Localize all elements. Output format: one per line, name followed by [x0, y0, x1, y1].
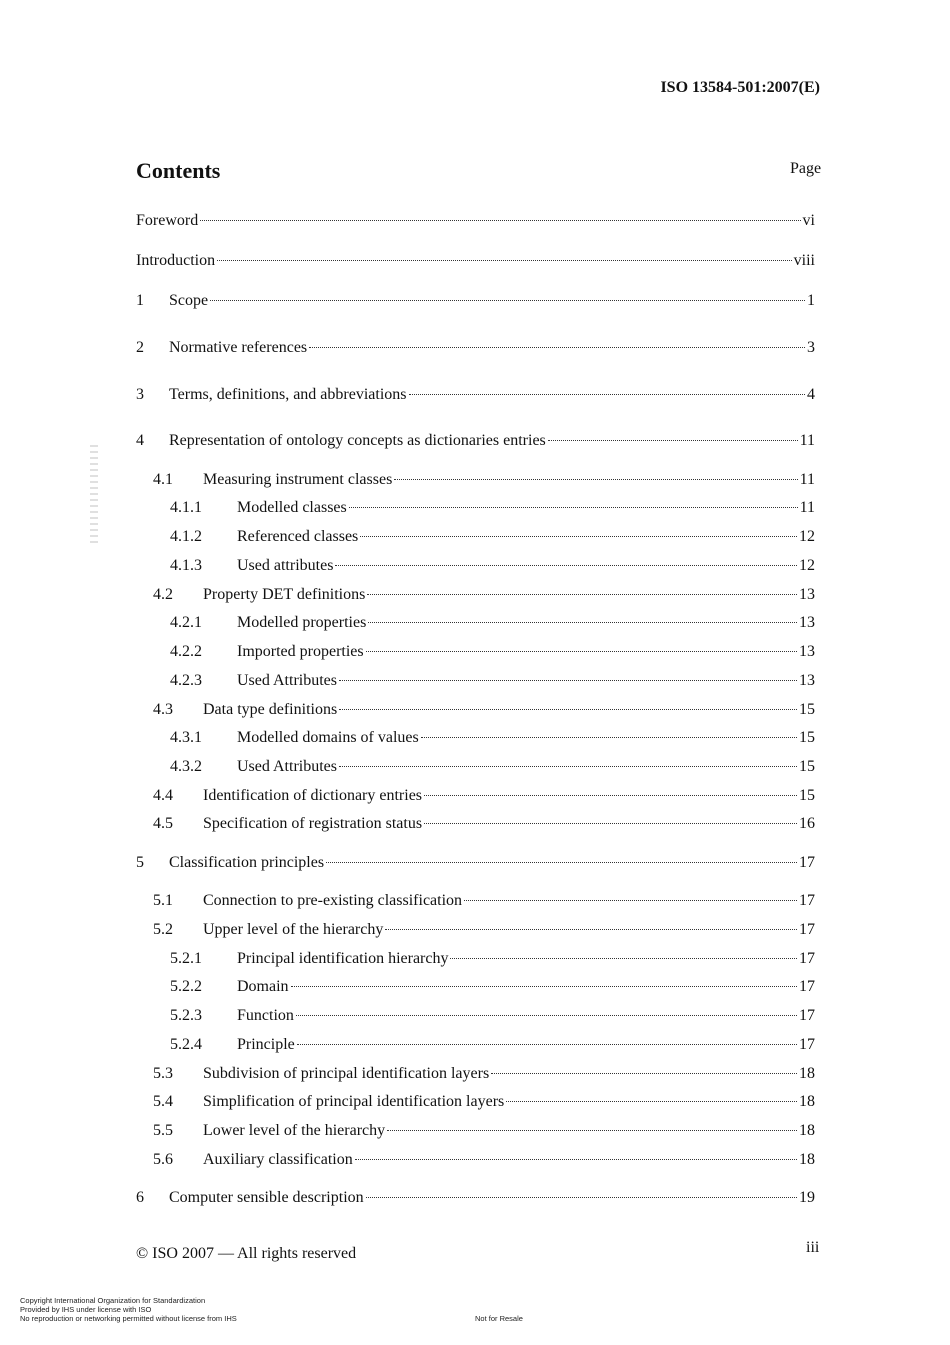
toc-entry[interactable]	[136, 526, 815, 548]
toc-entry-number: 5.2.3	[170, 1007, 202, 1024]
dot-leader	[326, 862, 797, 863]
toc-entry-page: 19	[799, 1189, 815, 1206]
toc-entry-title: Computer sensible description	[169, 1189, 364, 1206]
legal-line: Provided by IHS under license with ISO	[20, 1305, 152, 1314]
toc-entry-number: 4.4	[153, 787, 173, 804]
toc-entry-title: Imported properties	[237, 643, 364, 660]
toc-entry-title: Lower level of the hierarchy	[203, 1122, 386, 1139]
toc-entry-title: Principal identification hierarchy	[237, 950, 449, 967]
toc-entry[interactable]	[136, 497, 815, 519]
toc-entry[interactable]	[136, 699, 815, 721]
toc-entry-page: 16	[799, 815, 815, 832]
toc-entry[interactable]	[136, 337, 815, 359]
toc-entry-page: 13	[799, 614, 815, 631]
toc-entry-page: 15	[799, 787, 815, 804]
toc-entry-page: 11	[799, 471, 815, 488]
dot-leader	[200, 220, 800, 221]
dot-leader	[309, 347, 805, 348]
toc-entry-title: Foreword	[136, 212, 199, 229]
dot-leader	[424, 795, 797, 796]
toc-entry-title: Used Attributes	[237, 758, 337, 775]
dot-leader	[548, 440, 798, 441]
toc-entry[interactable]	[136, 1091, 815, 1113]
toc-entry-page: 11	[799, 499, 815, 516]
toc-entry-number: 4.2.1	[170, 614, 202, 631]
side-watermark	[90, 445, 98, 545]
toc-entry-title: Classification principles	[169, 854, 325, 871]
toc-entry[interactable]	[136, 670, 815, 692]
toc-entry-number: 5.1	[153, 892, 173, 909]
toc-entry[interactable]	[136, 852, 815, 874]
toc-entry-page: 17	[799, 978, 815, 995]
toc-entry-title: Normative references	[169, 339, 308, 356]
toc-entry[interactable]	[136, 384, 815, 406]
toc-entry-page: 17	[799, 950, 815, 967]
dot-leader	[366, 651, 797, 652]
toc-entry[interactable]	[136, 1063, 815, 1085]
toc-entry-number: 2	[136, 339, 144, 356]
toc-entry-number: 5.2.1	[170, 950, 202, 967]
toc-entry-number: 4.1	[153, 471, 173, 488]
toc-entry-number: 4.3.2	[170, 758, 202, 775]
toc-entry-page: viii	[793, 252, 815, 269]
toc-entry-number: 5	[136, 854, 144, 871]
toc-entry-title: Used attributes	[237, 557, 334, 574]
toc-entry-page: 17	[799, 854, 815, 871]
dot-leader	[491, 1073, 797, 1074]
toc-entry-page: 12	[799, 528, 815, 545]
toc-entry[interactable]	[136, 430, 815, 452]
dot-leader	[291, 986, 797, 987]
toc-entry-page: 15	[799, 758, 815, 775]
dot-leader	[297, 1044, 797, 1045]
toc-entry-number: 5.3	[153, 1065, 173, 1082]
dot-leader	[355, 1159, 797, 1160]
toc-entry-title: Property DET definitions	[203, 586, 366, 603]
toc-entry[interactable]	[136, 469, 815, 491]
toc-entry-title: Scope	[169, 292, 209, 309]
toc-entry-number: 4.3.1	[170, 729, 202, 746]
toc-entry-number: 4.2	[153, 586, 173, 603]
toc-entry[interactable]	[136, 1149, 815, 1171]
toc-entry-page: 15	[799, 701, 815, 718]
toc-entry[interactable]	[136, 919, 815, 941]
toc-entry-page: 11	[799, 432, 815, 449]
toc-entry-title: Function	[237, 1007, 294, 1024]
toc-entry[interactable]	[136, 756, 815, 778]
toc-entry[interactable]	[136, 976, 815, 998]
toc-entry-page: 18	[799, 1065, 815, 1082]
toc-entry-number: 4.2.2	[170, 643, 202, 660]
toc-entry-number: 3	[136, 386, 144, 403]
page-number: iii	[806, 1239, 820, 1256]
toc-entry-title: Introduction	[136, 252, 216, 269]
dot-leader	[409, 394, 806, 395]
toc-entry-title: Referenced classes	[237, 528, 359, 545]
toc-entry-number: 5.4	[153, 1093, 173, 1110]
toc-entry-page: 18	[799, 1093, 815, 1110]
toc-entry-page: 1	[807, 292, 815, 309]
toc-entry-page: 12	[799, 557, 815, 574]
toc-entry-title: Specification of registration status	[203, 815, 423, 832]
toc-entry-title: Used Attributes	[237, 672, 337, 689]
toc-entry-number: 4.1.1	[170, 499, 202, 516]
toc-entry-number: 4.3	[153, 701, 173, 718]
toc-entry-title: Simplification of principal identification layers	[203, 1093, 505, 1110]
dot-leader	[339, 709, 797, 710]
legal-line: No reproduction or networking permitted without license from IHS	[20, 1314, 237, 1323]
toc-entry-title: Auxiliary classification	[203, 1151, 353, 1168]
toc-entry-title: Terms, definitions, and abbreviations	[169, 386, 407, 403]
toc-entry-number: 6	[136, 1189, 144, 1206]
toc-entry-page: 17	[799, 892, 815, 909]
dot-leader	[349, 507, 798, 508]
toc-entry-page: 18	[799, 1122, 815, 1139]
toc-entry-page: 17	[799, 1007, 815, 1024]
toc-entry-number: 5.5	[153, 1122, 173, 1139]
toc-entry[interactable]	[136, 250, 815, 272]
toc-entry-title: Subdivision of principal identification layers	[203, 1065, 490, 1082]
toc-entry-number: 1	[136, 292, 144, 309]
legal-line: Copyright International Organization for Standardization	[20, 1296, 206, 1305]
toc-entry-page: 17	[799, 1036, 815, 1053]
dot-leader	[217, 260, 792, 261]
not-for-resale-notice: Not for Resale	[475, 1314, 523, 1323]
toc-entry-page: vi	[802, 212, 815, 229]
toc-entry[interactable]	[136, 1120, 815, 1142]
toc-entry[interactable]	[136, 612, 815, 634]
dot-leader	[450, 958, 797, 959]
toc-entry-number: 5.6	[153, 1151, 173, 1168]
toc-entry-title: Modelled properties	[237, 614, 367, 631]
toc-entry-title: Upper level of the hierarchy	[203, 921, 384, 938]
toc-entry-number: 4	[136, 432, 144, 449]
document-id: ISO 13584-501:2007(E)	[660, 79, 820, 96]
dot-leader	[506, 1101, 797, 1102]
toc-entry[interactable]	[136, 890, 815, 912]
toc-entry[interactable]	[136, 1005, 815, 1027]
toc-entry-number: 5.2	[153, 921, 173, 938]
dot-leader	[368, 622, 797, 623]
toc-entry-number: 4.5	[153, 815, 173, 832]
dot-leader	[296, 1015, 797, 1016]
dot-leader	[394, 479, 797, 480]
dot-leader	[421, 737, 797, 738]
toc-entry-title: Identification of dictionary entries	[203, 787, 423, 804]
dot-leader	[424, 823, 797, 824]
toc-entry-title: Connection to pre-existing classification	[203, 892, 463, 909]
contents-heading: Contents	[136, 158, 221, 183]
toc-entry[interactable]	[136, 641, 815, 663]
toc-entry-page: 15	[799, 729, 815, 746]
toc-entry-title: Modelled classes	[237, 499, 347, 516]
toc-entry-page: 18	[799, 1151, 815, 1168]
toc-entry-page: 13	[799, 672, 815, 689]
dot-leader	[367, 594, 797, 595]
toc-entry[interactable]	[136, 785, 815, 807]
dot-leader	[210, 300, 805, 301]
toc-entry-number: 5.2.4	[170, 1036, 202, 1053]
toc-entry-number: 4.1.3	[170, 557, 202, 574]
dot-leader	[339, 766, 797, 767]
toc-entry[interactable]	[136, 210, 815, 232]
dot-leader	[339, 680, 797, 681]
toc-entry-page: 3	[807, 339, 815, 356]
dot-leader	[360, 536, 797, 537]
toc-entry[interactable]	[136, 813, 815, 835]
dot-leader	[385, 929, 797, 930]
page-column-label: Page	[790, 160, 822, 177]
toc-entry-page: 13	[799, 586, 815, 603]
toc-entry-title: Domain	[237, 978, 289, 995]
toc-entry[interactable]	[136, 1187, 815, 1209]
toc-entry-number: 4.1.2	[170, 528, 202, 545]
toc-entry[interactable]	[136, 584, 815, 606]
toc-entry-number: 5.2.2	[170, 978, 202, 995]
dot-leader	[366, 1197, 797, 1198]
toc-entry-title: Principle	[237, 1036, 295, 1053]
toc-entry[interactable]	[136, 727, 815, 749]
toc-entry-page: 4	[807, 386, 815, 403]
copyright-notice: © ISO 2007 — All rights reserved	[136, 1245, 357, 1262]
toc-entry[interactable]	[136, 948, 815, 970]
toc-entry-page: 13	[799, 643, 815, 660]
dot-leader	[464, 900, 797, 901]
toc-entry[interactable]	[136, 290, 815, 312]
toc-entry-number: 4.2.3	[170, 672, 202, 689]
toc-entry-title: Representation of ontology concepts as dictionaries entries	[169, 432, 546, 449]
dot-leader	[387, 1130, 797, 1131]
toc-entry-page: 17	[799, 921, 815, 938]
toc-entry-title: Data type definitions	[203, 701, 338, 718]
toc-entry-title: Modelled domains of values	[237, 729, 419, 746]
toc-entry-title: Measuring instrument classes	[203, 471, 393, 488]
toc-entry[interactable]	[136, 555, 815, 577]
toc-entry[interactable]	[136, 1034, 815, 1056]
dot-leader	[335, 565, 797, 566]
